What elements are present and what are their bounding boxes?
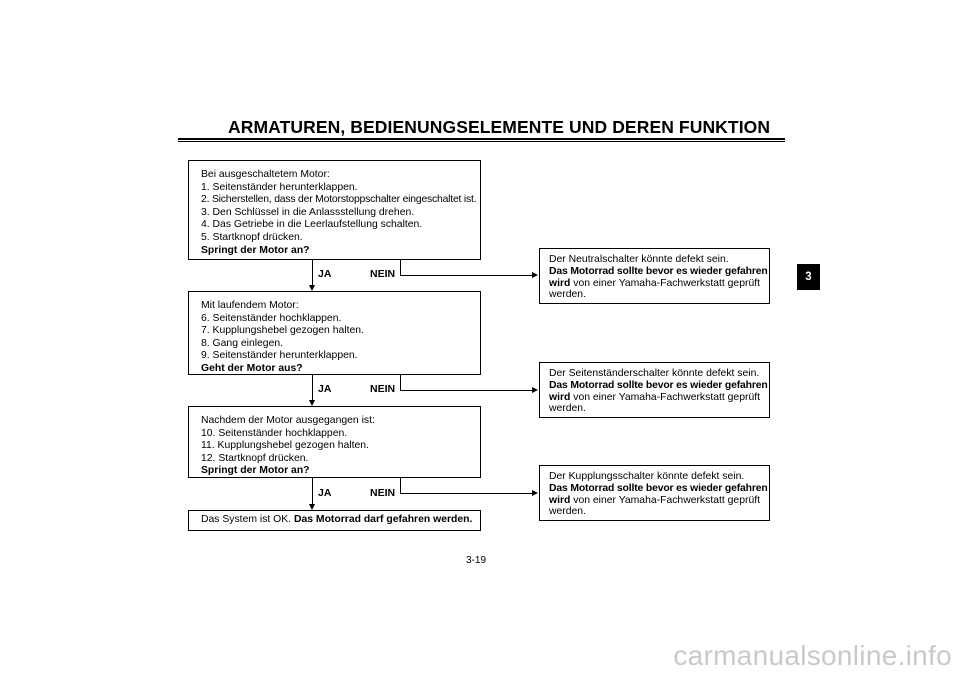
step-line: 7. Kupplungshebel gezogen halten. (201, 325, 364, 337)
yes-label-3: JA (318, 487, 332, 499)
step-line: 4. Das Getriebe in die Leerlaufstellung schalten. (201, 219, 423, 231)
result-box-neutral-switch (539, 248, 770, 304)
result-line: Der Neutralschalter könnte defekt sein. (549, 254, 729, 265)
yes-label-1: JA (318, 268, 332, 280)
flow-step-3-box (188, 406, 481, 478)
flow-step-1-box (188, 160, 481, 260)
no-connector-2-h (400, 390, 532, 391)
result-warning: Das Motorrad sollte bevor es wieder gefahren (549, 482, 768, 494)
no-connector-1-h (400, 275, 532, 276)
step-line: 8. Gang einlegen. (201, 337, 284, 349)
result-line: Der Kupplungsschalter könnte defekt sein. (549, 471, 745, 482)
watermark: carmanualsonline.info (673, 640, 952, 671)
step-line: 10. Seitenständer hochklappen. (201, 427, 348, 439)
result-warning-cont: wird (549, 277, 571, 289)
flow-step-2-box (188, 291, 481, 375)
yes-connector-2 (312, 375, 313, 400)
result-line: von einer Yamaha-Fachwerkstatt geprüft (570, 277, 761, 289)
result-box-sidestand-switch (539, 362, 770, 418)
result-warning-cont: wird (549, 391, 571, 403)
result-warning: Das Motorrad sollte bevor es wieder gefahren (549, 379, 768, 391)
step-line: 12. Startknopf drücken. (201, 452, 309, 464)
no-label-2: NEIN (370, 383, 396, 395)
no-connector-1 (400, 260, 401, 275)
result-line: von einer Yamaha-Fachwerkstatt geprüft (570, 391, 761, 403)
result-line: von einer Yamaha-Fachwerkstatt geprüft (570, 494, 761, 506)
no-arrow-1 (532, 272, 538, 278)
step-line: 11. Kupplungshebel gezogen halten. (201, 440, 369, 452)
step-question: Springt der Motor an? (201, 244, 310, 256)
no-arrow-3 (532, 490, 538, 496)
result-line: werden. (549, 289, 586, 301)
result-warning-cont: wird (549, 494, 571, 506)
no-connector-3 (400, 478, 401, 493)
no-connector-3-h (400, 493, 532, 494)
result-warning: Das Motorrad sollte bevor es wieder gefahren (549, 265, 768, 277)
step-line: 6. Seitenständer hochklappen. (201, 312, 342, 324)
result-box-clutch-switch (539, 465, 770, 521)
final-text-bold: Das Motorrad darf gefahren werden. (293, 514, 473, 525)
chapter-tab: 3 (797, 264, 820, 290)
step-line: 9. Seitenständer herunterklappen. (201, 350, 358, 362)
yes-connector-3 (312, 478, 313, 504)
step-line: 2. Sicherstellen, dass der Motorstoppschalter eingeschaltet ist. (201, 194, 477, 206)
page-title: ARMATUREN, BEDIENUNGSELEMENTE UND DEREN FUNKTION (228, 117, 771, 137)
no-connector-2 (400, 375, 401, 390)
no-label-1: NEIN (370, 268, 396, 280)
step-line: Bei ausgeschaltetem Motor: (201, 169, 330, 180)
yes-connector-1 (312, 260, 313, 285)
step-question: Geht der Motor aus? (201, 362, 303, 374)
step-line: 5. Startknopf drücken. (201, 231, 303, 243)
yes-label-2: JA (318, 383, 332, 395)
step-line: Mit laufendem Motor: (201, 300, 299, 311)
no-label-3: NEIN (370, 487, 396, 499)
step-line: 1. Seitenständer herunterklappen. (201, 181, 358, 193)
result-line: Der Seitenständerschalter könnte defekt sein. (549, 368, 760, 379)
final-text: Das System ist OK. (201, 514, 292, 525)
flow-final-box (188, 510, 481, 531)
step-question: Springt der Motor an? (201, 465, 310, 477)
no-arrow-2 (532, 387, 538, 393)
page-number: 3-19 (466, 555, 487, 566)
title-rule (178, 138, 785, 140)
title-rule-thin (178, 141, 785, 142)
result-line: werden. (549, 506, 586, 518)
step-line: 3. Den Schlüssel in die Anlassstellung drehen. (201, 206, 415, 218)
result-line: werden. (549, 403, 586, 415)
step-line: Nachdem der Motor ausgegangen ist: (201, 415, 375, 426)
